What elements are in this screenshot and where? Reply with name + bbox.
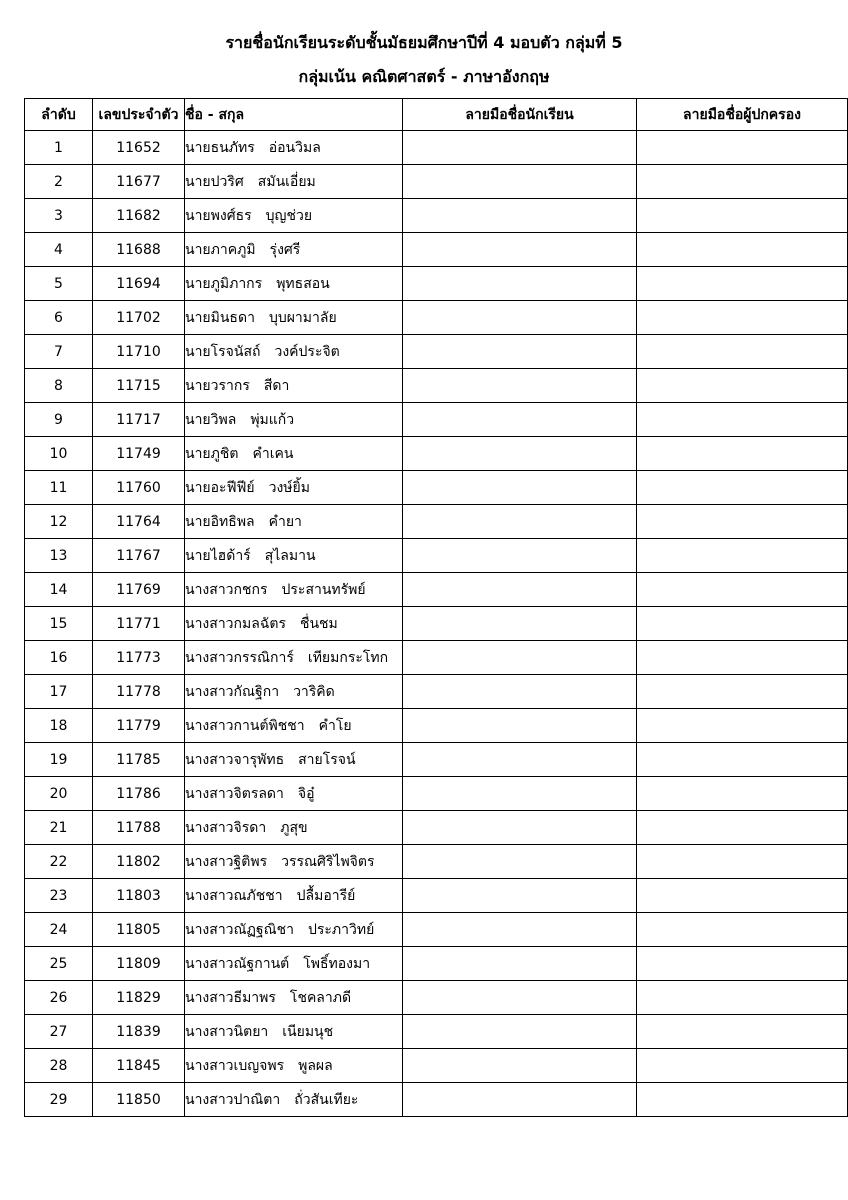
row-first-name: นางสาวณัฐกานต์ — [185, 955, 290, 972]
row-first-name: นายอิทธิพล — [185, 513, 255, 530]
row-full-name — [185, 403, 403, 437]
row-last-name: บุบผามาลัย — [268, 309, 337, 326]
header-student-signature: ลายมือชื่อนักเรียน — [403, 99, 637, 131]
row-last-name: สุไลมาน — [264, 547, 316, 564]
row-parent-signature-cell[interactable] — [637, 981, 848, 1015]
row-full-name — [185, 301, 403, 335]
row-order-number: 7 — [25, 335, 93, 369]
row-parent-signature-cell[interactable] — [637, 709, 848, 743]
row-last-name: บุญช่วย — [265, 207, 313, 224]
row-student-signature-cell[interactable] — [403, 505, 637, 539]
row-parent-signature-cell[interactable] — [637, 811, 848, 845]
row-last-name: พูลผล — [298, 1057, 333, 1074]
table-row — [25, 505, 848, 539]
row-last-name: พุ่มแก้ว — [250, 411, 295, 428]
row-order-number: 23 — [25, 879, 93, 913]
row-first-name: นางสาวกัณฐิกา — [185, 683, 280, 700]
row-last-name: ถั่วสันเทียะ — [294, 1091, 359, 1108]
row-parent-signature-cell[interactable] — [637, 879, 848, 913]
row-full-name — [185, 233, 403, 267]
document-title: รายชื่อนักเรียนระดับชั้นมัธยมศึกษาปีที่ 4 มอบตัว กลุ่มที่ 5 — [225, 33, 623, 52]
row-full-name — [185, 947, 403, 981]
row-student-signature-cell[interactable] — [403, 1049, 637, 1083]
row-student-id: 11788 — [93, 811, 185, 845]
row-student-id: 11779 — [93, 709, 185, 743]
row-order-number: 9 — [25, 403, 93, 437]
row-full-name — [185, 607, 403, 641]
student-roster-table — [24, 98, 848, 1117]
row-student-signature-cell[interactable] — [403, 573, 637, 607]
row-student-id: 11688 — [93, 233, 185, 267]
row-order-number: 2 — [25, 165, 93, 199]
header-parent-signature: ลายมือชื่อผู้ปกครอง — [637, 99, 848, 131]
row-first-name: นางสาวณัฏฐณิชา — [185, 921, 294, 938]
row-student-id: 11785 — [93, 743, 185, 777]
row-last-name: ชื่นชม — [299, 615, 338, 632]
row-last-name: โพธิ์ทองมา — [303, 955, 371, 972]
row-student-id: 11805 — [93, 913, 185, 947]
table-row — [25, 947, 848, 981]
row-last-name: ประภาวิทย์ — [308, 921, 375, 938]
row-first-name: นางสาวกรรณิการ์ — [185, 649, 294, 666]
row-first-name: นางสาวฐิติพร — [185, 853, 268, 870]
row-parent-signature-cell[interactable] — [637, 471, 848, 505]
row-first-name: นางสาวจิรดา — [185, 819, 267, 836]
table-row — [25, 981, 848, 1015]
row-full-name — [185, 267, 403, 301]
row-student-id: 11652 — [93, 131, 185, 165]
row-student-id: 11802 — [93, 845, 185, 879]
row-full-name — [185, 165, 403, 199]
row-order-number: 16 — [25, 641, 93, 675]
table-row — [25, 879, 848, 913]
table-row — [25, 267, 848, 301]
row-order-number: 14 — [25, 573, 93, 607]
table-row — [25, 1049, 848, 1083]
row-student-signature-cell[interactable] — [403, 233, 637, 267]
table-row — [25, 539, 848, 573]
row-student-signature-cell[interactable] — [403, 1015, 637, 1049]
header-student-id: เลขประจำตัว — [93, 99, 185, 131]
table-row — [25, 913, 848, 947]
row-student-id: 11710 — [93, 335, 185, 369]
row-student-id: 11717 — [93, 403, 185, 437]
row-student-id: 11778 — [93, 675, 185, 709]
row-student-signature-cell[interactable] — [403, 913, 637, 947]
row-parent-signature-cell[interactable] — [637, 845, 848, 879]
row-full-name — [185, 777, 403, 811]
row-order-number: 28 — [25, 1049, 93, 1083]
row-order-number: 4 — [25, 233, 93, 267]
row-first-name: นายอะฟีฟีย์ — [185, 479, 255, 496]
row-order-number: 18 — [25, 709, 93, 743]
row-last-name: วงค์ประจิต — [274, 343, 340, 360]
row-order-number: 1 — [25, 131, 93, 165]
table-row — [25, 471, 848, 505]
row-last-name: ภูสุข — [280, 819, 308, 836]
row-parent-signature-cell[interactable] — [637, 301, 848, 335]
row-order-number: 22 — [25, 845, 93, 879]
row-parent-signature-cell[interactable] — [637, 641, 848, 675]
row-order-number: 27 — [25, 1015, 93, 1049]
row-first-name: นายภูชิต — [185, 445, 239, 462]
row-student-signature-cell[interactable] — [403, 369, 637, 403]
row-first-name: นางสาวธีมาพร — [185, 989, 276, 1006]
row-last-name: วงษ์ยิ้ม — [268, 479, 310, 496]
row-student-signature-cell[interactable] — [403, 471, 637, 505]
row-parent-signature-cell[interactable] — [637, 403, 848, 437]
row-first-name: นางสาวเบญจพร — [185, 1057, 285, 1074]
table-row — [25, 709, 848, 743]
row-first-name: นายไฮด้าร์ — [185, 547, 251, 564]
document-subtitle: กลุ่มเน้น คณิตศาสตร์ - ภาษาอังกฤษ — [298, 67, 550, 86]
table-row — [25, 437, 848, 471]
row-last-name: สีดา — [263, 377, 290, 394]
row-student-id: 11839 — [93, 1015, 185, 1049]
table-row — [25, 675, 848, 709]
row-student-signature-cell[interactable] — [403, 165, 637, 199]
row-order-number: 24 — [25, 913, 93, 947]
row-last-name: รุ่งศรี — [269, 241, 301, 258]
row-full-name — [185, 981, 403, 1015]
table-row — [25, 1083, 848, 1117]
row-parent-signature-cell[interactable] — [637, 233, 848, 267]
row-last-name: เนียมนุช — [282, 1023, 334, 1040]
row-student-id: 11773 — [93, 641, 185, 675]
table-row — [25, 777, 848, 811]
row-first-name: นายภูมิภากร — [185, 275, 263, 292]
row-student-signature-cell[interactable] — [403, 777, 637, 811]
row-order-number: 29 — [25, 1083, 93, 1117]
row-full-name — [185, 335, 403, 369]
row-student-signature-cell[interactable] — [403, 709, 637, 743]
row-parent-signature-cell[interactable] — [637, 675, 848, 709]
row-order-number: 8 — [25, 369, 93, 403]
row-student-signature-cell[interactable] — [403, 743, 637, 777]
row-parent-signature-cell[interactable] — [637, 335, 848, 369]
row-full-name — [185, 573, 403, 607]
row-full-name — [185, 505, 403, 539]
row-order-number: 6 — [25, 301, 93, 335]
table-row — [25, 301, 848, 335]
row-student-id: 11803 — [93, 879, 185, 913]
row-full-name — [185, 1083, 403, 1117]
table-row — [25, 165, 848, 199]
table-row — [25, 233, 848, 267]
row-last-name: เทียมกระโทก — [307, 649, 389, 666]
row-parent-signature-cell[interactable] — [637, 131, 848, 165]
row-full-name — [185, 369, 403, 403]
row-parent-signature-cell[interactable] — [637, 165, 848, 199]
row-student-id: 11786 — [93, 777, 185, 811]
row-parent-signature-cell[interactable] — [637, 777, 848, 811]
header-full-name: ชื่อ - สกุล — [185, 99, 403, 131]
row-student-signature-cell[interactable] — [403, 1083, 637, 1117]
row-first-name: นายธนภัทร — [185, 139, 255, 156]
row-first-name: นายโรจนัสถ์ — [185, 343, 261, 360]
row-student-signature-cell[interactable] — [403, 675, 637, 709]
row-full-name — [185, 131, 403, 165]
row-student-id: 11749 — [93, 437, 185, 471]
row-full-name — [185, 1049, 403, 1083]
row-last-name: ปลื้มอารีย์ — [296, 887, 356, 904]
row-student-signature-cell[interactable] — [403, 845, 637, 879]
row-full-name — [185, 539, 403, 573]
row-order-number: 11 — [25, 471, 93, 505]
row-full-name — [185, 845, 403, 879]
row-last-name: โชคลาภดี — [289, 989, 352, 1006]
row-full-name — [185, 743, 403, 777]
row-student-id: 11760 — [93, 471, 185, 505]
table-row — [25, 845, 848, 879]
row-full-name — [185, 913, 403, 947]
row-last-name: สมันเอี่ยม — [257, 173, 316, 190]
row-parent-signature-cell[interactable] — [637, 743, 848, 777]
row-first-name: นางสาวนิตยา — [185, 1023, 269, 1040]
row-student-signature-cell[interactable] — [403, 607, 637, 641]
table-body — [25, 131, 848, 1117]
row-last-name: คำโย — [318, 717, 352, 734]
row-student-signature-cell[interactable] — [403, 131, 637, 165]
row-parent-signature-cell[interactable] — [637, 1015, 848, 1049]
row-student-id: 11702 — [93, 301, 185, 335]
row-order-number: 10 — [25, 437, 93, 471]
row-student-id: 11764 — [93, 505, 185, 539]
row-student-signature-cell[interactable] — [403, 641, 637, 675]
row-parent-signature-cell[interactable] — [637, 267, 848, 301]
table-row — [25, 811, 848, 845]
row-last-name: คำยา — [268, 513, 302, 530]
row-parent-signature-cell[interactable] — [637, 1049, 848, 1083]
row-full-name — [185, 675, 403, 709]
table-row — [25, 1015, 848, 1049]
row-last-name: พุทธสอน — [276, 275, 330, 292]
row-student-id: 11682 — [93, 199, 185, 233]
row-order-number: 12 — [25, 505, 93, 539]
row-student-signature-cell[interactable] — [403, 879, 637, 913]
row-order-number: 17 — [25, 675, 93, 709]
row-student-id: 11809 — [93, 947, 185, 981]
row-first-name: นายพงศ์ธร — [185, 207, 252, 224]
row-parent-signature-cell[interactable] — [637, 369, 848, 403]
row-first-name: นายมินธดา — [185, 309, 255, 326]
row-student-signature-cell[interactable] — [403, 403, 637, 437]
row-last-name: ประสานทรัพย์ — [281, 581, 366, 598]
row-full-name — [185, 199, 403, 233]
row-student-signature-cell[interactable] — [403, 539, 637, 573]
row-student-signature-cell[interactable] — [403, 301, 637, 335]
row-order-number: 5 — [25, 267, 93, 301]
row-parent-signature-cell[interactable] — [637, 1083, 848, 1117]
row-first-name: นางสาวจิตรลดา — [185, 785, 284, 802]
table-row — [25, 335, 848, 369]
row-last-name: วรรณศิริไพจิตร — [281, 853, 375, 870]
row-student-signature-cell[interactable] — [403, 981, 637, 1015]
row-student-id: 11677 — [93, 165, 185, 199]
row-parent-signature-cell[interactable] — [637, 913, 848, 947]
row-student-signature-cell[interactable] — [403, 267, 637, 301]
row-full-name — [185, 879, 403, 913]
row-student-id: 11829 — [93, 981, 185, 1015]
row-full-name — [185, 709, 403, 743]
row-first-name: นางสาวณภัชชา — [185, 887, 283, 904]
row-last-name: วาริคิด — [293, 683, 335, 700]
row-first-name: นางสาวกชกร — [185, 581, 268, 598]
row-student-id: 11771 — [93, 607, 185, 641]
row-order-number: 19 — [25, 743, 93, 777]
row-first-name: นางสาวกานต์พิชชา — [185, 717, 305, 734]
row-order-number: 26 — [25, 981, 93, 1015]
row-student-id: 11767 — [93, 539, 185, 573]
row-full-name — [185, 1015, 403, 1049]
table-row — [25, 573, 848, 607]
row-parent-signature-cell[interactable] — [637, 437, 848, 471]
row-student-id: 11769 — [93, 573, 185, 607]
table-row — [25, 743, 848, 777]
row-full-name — [185, 437, 403, 471]
row-student-signature-cell[interactable] — [403, 335, 637, 369]
row-parent-signature-cell[interactable] — [637, 607, 848, 641]
row-student-id: 11850 — [93, 1083, 185, 1117]
row-last-name: จิอู๋ — [297, 785, 315, 802]
table-row — [25, 199, 848, 233]
row-full-name — [185, 811, 403, 845]
row-order-number: 25 — [25, 947, 93, 981]
row-first-name: นางสาวจารุพัทธ — [185, 751, 285, 768]
row-last-name: อ่อนวิมล — [268, 139, 321, 156]
row-parent-signature-cell[interactable] — [637, 539, 848, 573]
row-student-signature-cell[interactable] — [403, 199, 637, 233]
table-row — [25, 607, 848, 641]
row-first-name: นายภาคภูมิ — [185, 241, 256, 258]
row-student-id: 11715 — [93, 369, 185, 403]
header-order: ลำดับ — [25, 99, 93, 131]
row-parent-signature-cell[interactable] — [637, 573, 848, 607]
row-student-signature-cell[interactable] — [403, 947, 637, 981]
table-row — [25, 641, 848, 675]
row-order-number: 3 — [25, 199, 93, 233]
row-first-name: นางสาวกมลฉัตร — [185, 615, 286, 632]
row-parent-signature-cell[interactable] — [637, 199, 848, 233]
table-row — [25, 403, 848, 437]
row-order-number: 21 — [25, 811, 93, 845]
row-last-name: สายโรจน์ — [298, 751, 356, 768]
row-student-signature-cell[interactable] — [403, 811, 637, 845]
row-last-name: คำเคน — [252, 445, 294, 462]
row-order-number: 15 — [25, 607, 93, 641]
table-row — [25, 131, 848, 165]
row-student-id: 11845 — [93, 1049, 185, 1083]
row-full-name — [185, 471, 403, 505]
row-first-name: นางสาวปาณิตา — [185, 1091, 281, 1108]
row-first-name: นายปวริศ — [185, 173, 244, 190]
row-order-number: 20 — [25, 777, 93, 811]
row-full-name — [185, 641, 403, 675]
row-student-id: 11694 — [93, 267, 185, 301]
row-student-signature-cell[interactable] — [403, 437, 637, 471]
table-row — [25, 369, 848, 403]
table-header-row — [25, 99, 848, 131]
row-parent-signature-cell[interactable] — [637, 505, 848, 539]
row-order-number: 13 — [25, 539, 93, 573]
row-first-name: นายวรากร — [185, 377, 250, 394]
row-first-name: นายวิพล — [185, 411, 237, 428]
row-parent-signature-cell[interactable] — [637, 947, 848, 981]
